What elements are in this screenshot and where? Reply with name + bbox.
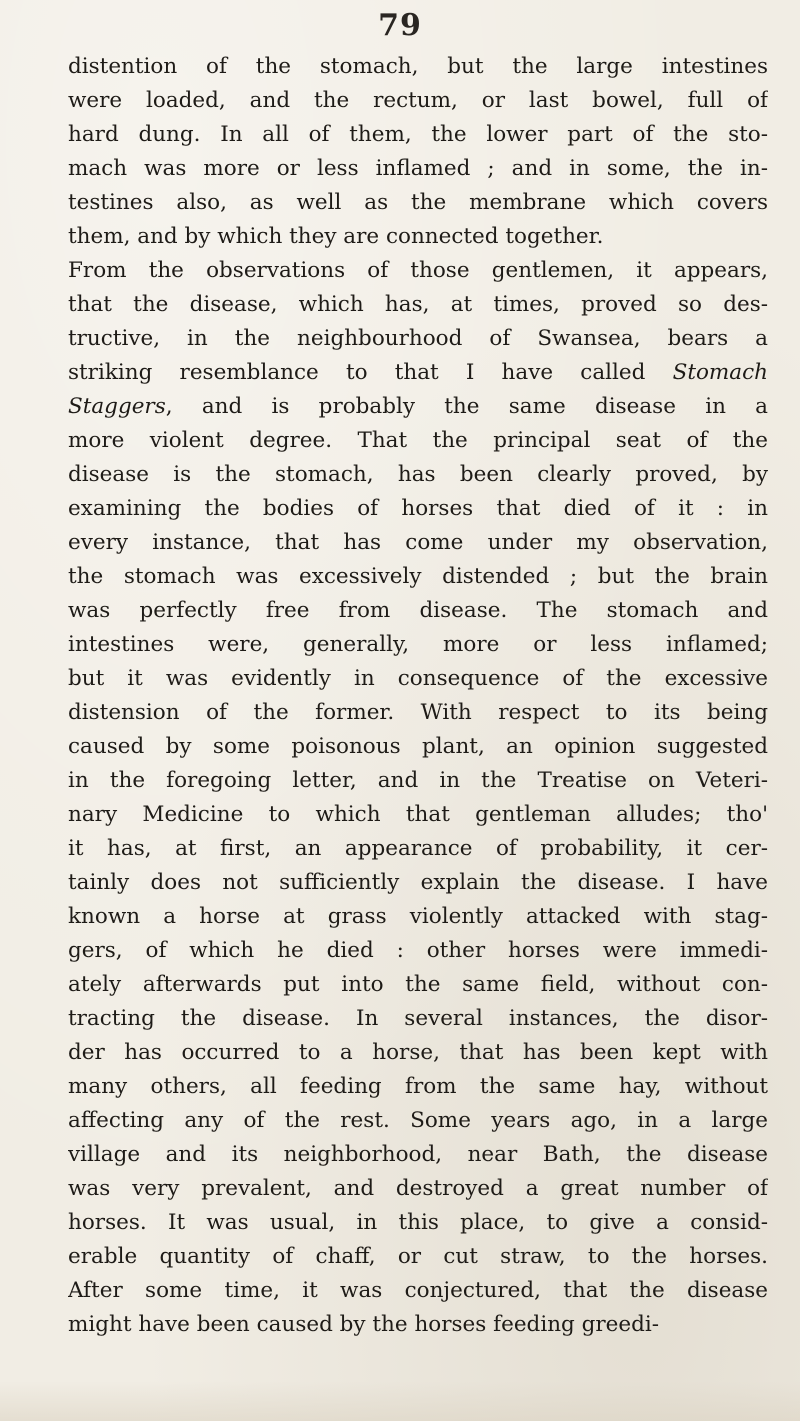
- text-line: hard dung. In all of them, the lower part of the sto-: [68, 122, 768, 147]
- text-line: testines also, as well as the membrane which covers: [68, 190, 768, 215]
- text-line: were loaded, and the rectum, or last bowel, full of: [68, 88, 768, 113]
- text-line: mach was more or less inflamed ; and in some, the in-: [68, 156, 768, 181]
- text-line: but it was evidently in consequence of the excessive: [68, 666, 768, 691]
- text-line: affecting any of the rest. Some years ago, in a large: [68, 1108, 768, 1133]
- text-line: ately afterwards put into the same field, without con-: [68, 972, 768, 997]
- text-line: might have been caused by the horses feeding greedi-: [68, 1312, 660, 1337]
- text-line: many others, all feeding from the same hay, without: [68, 1074, 768, 1099]
- page-bottom-edge: [0, 1381, 800, 1421]
- text-line: more violent degree. That the principal seat of the: [68, 428, 768, 453]
- text-line: known a horse at grass violently attacked with stag-: [68, 904, 768, 929]
- text-line: tructive, in the neighbourhood of Swansea, bears a: [68, 326, 768, 351]
- text-line: gers, of which he died : other horses were immedi-: [68, 938, 768, 963]
- text-line: every instance, that has come under my observation,: [68, 530, 768, 555]
- text-line: disease is the stomach, has been clearly proved, by: [68, 462, 768, 487]
- text-line: distension of the former. With respect to its being: [68, 700, 768, 725]
- text-line: Staggers, and is probably the same disease in a: [68, 394, 768, 419]
- page-number: 79: [378, 8, 422, 43]
- text-line: striking resemblance to that I have called Stomach: [68, 360, 768, 385]
- text-line: distention of the stomach, but the large intestines: [68, 54, 768, 79]
- text-line: in the foregoing letter, and in the Treatise on Veteri-: [68, 768, 768, 793]
- text-line: that the disease, which has, at times, proved so des-: [68, 292, 768, 317]
- text-line: the stomach was excessively distended ; but the brain: [68, 564, 768, 589]
- text-line: it has, at first, an appearance of probability, it cer-: [68, 836, 768, 861]
- text-line: tainly does not sufficiently explain the disease. I have: [68, 870, 768, 895]
- text-line: examining the bodies of horses that died of it : in: [68, 496, 768, 521]
- text-line: tracting the disease. In several instances, the disor-: [68, 1006, 768, 1031]
- text-line: was very prevalent, and destroyed a great number of: [68, 1176, 768, 1201]
- text-line: erable quantity of chaff, or cut straw, to the horses.: [68, 1244, 768, 1269]
- text-line: intestines were, generally, more or less inflamed;: [68, 632, 768, 657]
- text-line: was perfectly free from disease. The stomach and: [68, 598, 768, 623]
- text-line: village and its neighborhood, near Bath, the disease: [68, 1142, 768, 1167]
- text-line: After some time, it was conjectured, that the disease: [68, 1278, 768, 1303]
- body-text: [68, 50, 768, 1342]
- text-line: From the observations of those gentlemen, it appears,: [68, 258, 768, 283]
- text-line: der has occurred to a horse, that has been kept with: [68, 1040, 768, 1065]
- text-line: horses. It was usual, in this place, to give a consid-: [68, 1210, 768, 1235]
- text-line: caused by some poisonous plant, an opinion suggested: [68, 734, 768, 759]
- text-line: nary Medicine to which that gentleman alludes; tho': [68, 802, 768, 827]
- text-line: them, and by which they are connected together.: [68, 224, 604, 249]
